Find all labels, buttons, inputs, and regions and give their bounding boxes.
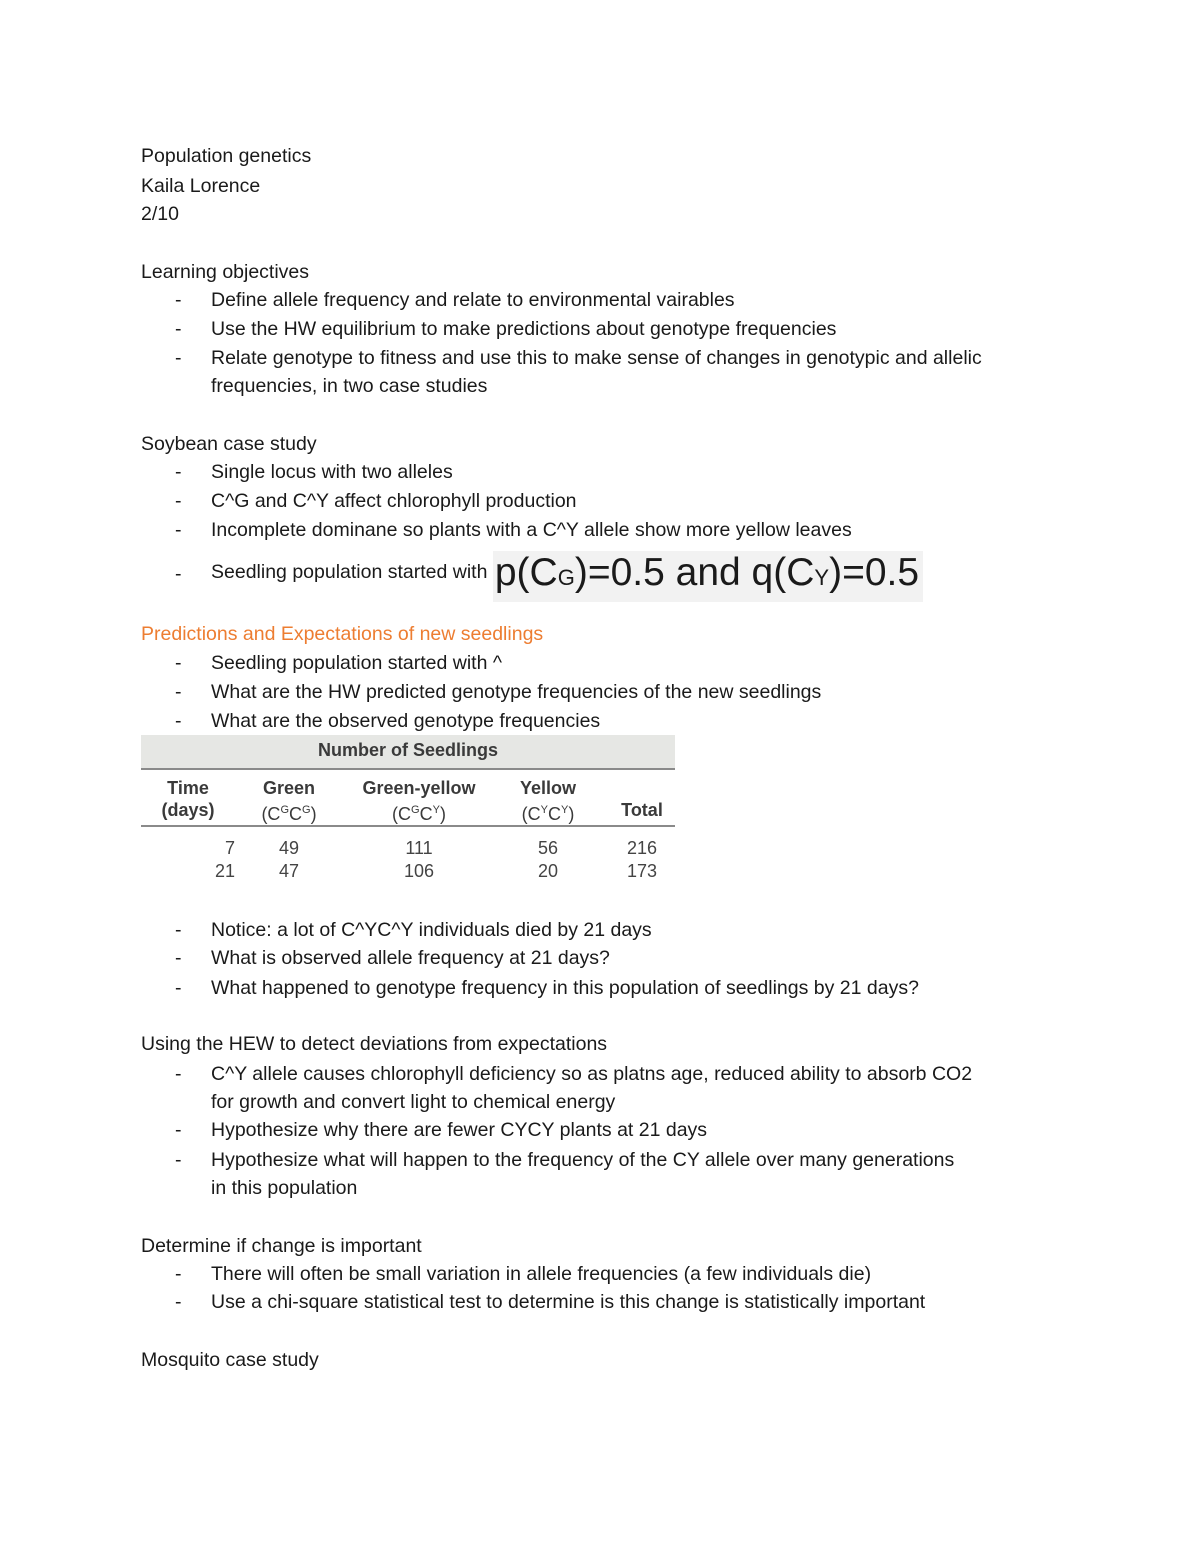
list-item: Incomplete dominane so plants with a C^Y allele show more yellow leaves	[211, 519, 852, 541]
list-item: What happened to genotype frequency in this population of seedlings by 21 days?	[211, 977, 919, 999]
column-header-green-yellow	[347, 777, 491, 825]
list-item: There will often be small variation in allele frequencies (a few individuals die)	[211, 1263, 872, 1285]
table-cell: 49	[278, 838, 300, 858]
bullet-dash: -	[175, 947, 182, 969]
table-cell: 106	[403, 861, 435, 881]
bullet-dash: -	[175, 681, 182, 703]
table-cell: 216	[626, 838, 658, 858]
cell-value: 7	[224, 838, 235, 858]
list-item: Relate genotype to fitness and use this to make sense of changes in genotypic and allelic	[211, 347, 982, 369]
list-item	[211, 548, 923, 602]
list-item: C^G and C^Y affect chlorophyll production	[211, 490, 577, 512]
list-item: Use a chi-square statistical test to determine is this change is statistically important	[211, 1291, 926, 1313]
genotype-superscript: G	[302, 804, 311, 816]
bullet-dash: -	[175, 1263, 182, 1285]
bullet-dash: -	[175, 1119, 182, 1141]
bullet-dash: -	[175, 1291, 182, 1313]
column-header-green	[243, 777, 335, 825]
table-cell: 173	[626, 861, 658, 881]
equation-part: p(C	[494, 551, 558, 594]
list-item: Use the HW equilibrium to make predictions about genotype frequencies	[211, 318, 837, 340]
bullet-dash: -	[175, 490, 182, 512]
column-header-label: Green	[262, 778, 316, 798]
bullet-dash: -	[175, 519, 182, 541]
equation-subscript: G	[557, 565, 575, 590]
seedlings-table	[141, 735, 675, 890]
table-rule	[141, 768, 675, 770]
genotype-label	[347, 799, 491, 825]
genotype-part: )	[310, 804, 317, 824]
list-item: Hypothesize what will happen to the frequency of the CY allele over many generations	[211, 1149, 955, 1171]
table-cell	[141, 860, 235, 882]
column-header-label: Green-yellow	[362, 778, 476, 798]
bullet-dash: -	[175, 289, 182, 311]
learning-objectives-heading: Learning objectives	[141, 261, 310, 283]
column-header-label: Time	[167, 778, 209, 798]
list-item: Define allele frequency and relate to environmental vairables	[211, 289, 735, 311]
genotype-part: )	[439, 804, 446, 824]
genotype-superscript: G	[411, 804, 420, 816]
list-item-continuation: in this population	[211, 1177, 358, 1199]
equation-part: )=0.5	[829, 551, 920, 594]
hew-heading: Using the HEW to detect deviations from expectations	[141, 1033, 608, 1055]
column-header-yellow	[503, 777, 593, 825]
cell-value: 21	[214, 861, 235, 881]
genotype-superscript: Y	[432, 804, 440, 816]
bullet-dash: -	[175, 347, 182, 369]
list-item: Seedling population started with ^	[211, 652, 503, 674]
genotype-label	[243, 799, 335, 825]
genotype-part: C	[289, 804, 302, 824]
genotype-part: (C	[392, 804, 412, 824]
genotype-part: C	[419, 804, 433, 824]
table-title: Number of Seedlings	[317, 740, 499, 760]
column-header-time	[141, 777, 235, 821]
bullet-dash: -	[175, 461, 182, 483]
table-cell: 20	[537, 861, 559, 881]
genotype-part: (C	[261, 804, 281, 824]
table-cell	[141, 837, 235, 859]
bullet-dash: -	[175, 563, 182, 585]
equation-part: )=0.5 and q(C	[574, 551, 815, 594]
doc-date: 2/10	[141, 203, 179, 225]
author-name: Kaila Lorence	[141, 175, 261, 197]
genotype-label	[503, 799, 593, 825]
genotype-part: )	[568, 804, 575, 824]
table-cell: 111	[405, 838, 433, 858]
frequency-equation	[493, 551, 923, 602]
column-header-unit: (days)	[161, 800, 215, 820]
bullet-dash: -	[175, 652, 182, 674]
list-item: What is observed allele frequency at 21 days?	[211, 947, 610, 969]
list-item: C^Y allele causes chlorophyll deficiency so as platns age, reduced ability to absorb CO2	[211, 1063, 973, 1085]
doc-title: Population genetics	[141, 145, 312, 167]
table-title-band	[141, 735, 675, 768]
table-rule	[141, 825, 675, 827]
soybean-heading: Soybean case study	[141, 433, 317, 455]
list-item: What are the HW predicted genotype frequencies of the new seedlings	[211, 681, 822, 703]
list-item: Notice: a lot of C^YC^Y individuals died by 21 days	[211, 919, 652, 941]
bullet-dash: -	[175, 318, 182, 340]
column-header-label: Total	[621, 800, 663, 820]
list-item-text: Seedling population started with	[211, 561, 488, 583]
bullet-dash: -	[175, 1149, 182, 1171]
column-header-total	[603, 799, 681, 821]
list-item: Single locus with two alleles	[211, 461, 453, 483]
column-header-label: Yellow	[519, 778, 577, 798]
table-cell: 56	[537, 838, 559, 858]
genotype-superscript: Y	[561, 804, 569, 816]
bullet-dash: -	[175, 710, 182, 732]
genotype-part: (C	[521, 804, 541, 824]
genotype-superscript: G	[280, 804, 289, 816]
predictions-heading: Predictions and Expectations of new seedlings	[141, 623, 544, 645]
list-item: Hypothesize why there are fewer CYCY plants at 21 days	[211, 1119, 708, 1141]
genotype-superscript: Y	[540, 804, 548, 816]
bullet-dash: -	[175, 1063, 182, 1085]
importance-heading: Determine if change is important	[141, 1235, 422, 1257]
list-item: What are the observed genotype frequencies	[211, 710, 601, 732]
bullet-dash: -	[175, 919, 182, 941]
bullet-dash: -	[175, 977, 182, 999]
equation-subscript: Y	[814, 565, 830, 590]
list-item-continuation: frequencies, in two case studies	[211, 375, 488, 397]
list-item-continuation: for growth and convert light to chemical energy	[211, 1091, 616, 1113]
mosquito-heading: Mosquito case study	[141, 1349, 319, 1371]
table-cell: 47	[278, 861, 300, 881]
genotype-part: C	[548, 804, 561, 824]
